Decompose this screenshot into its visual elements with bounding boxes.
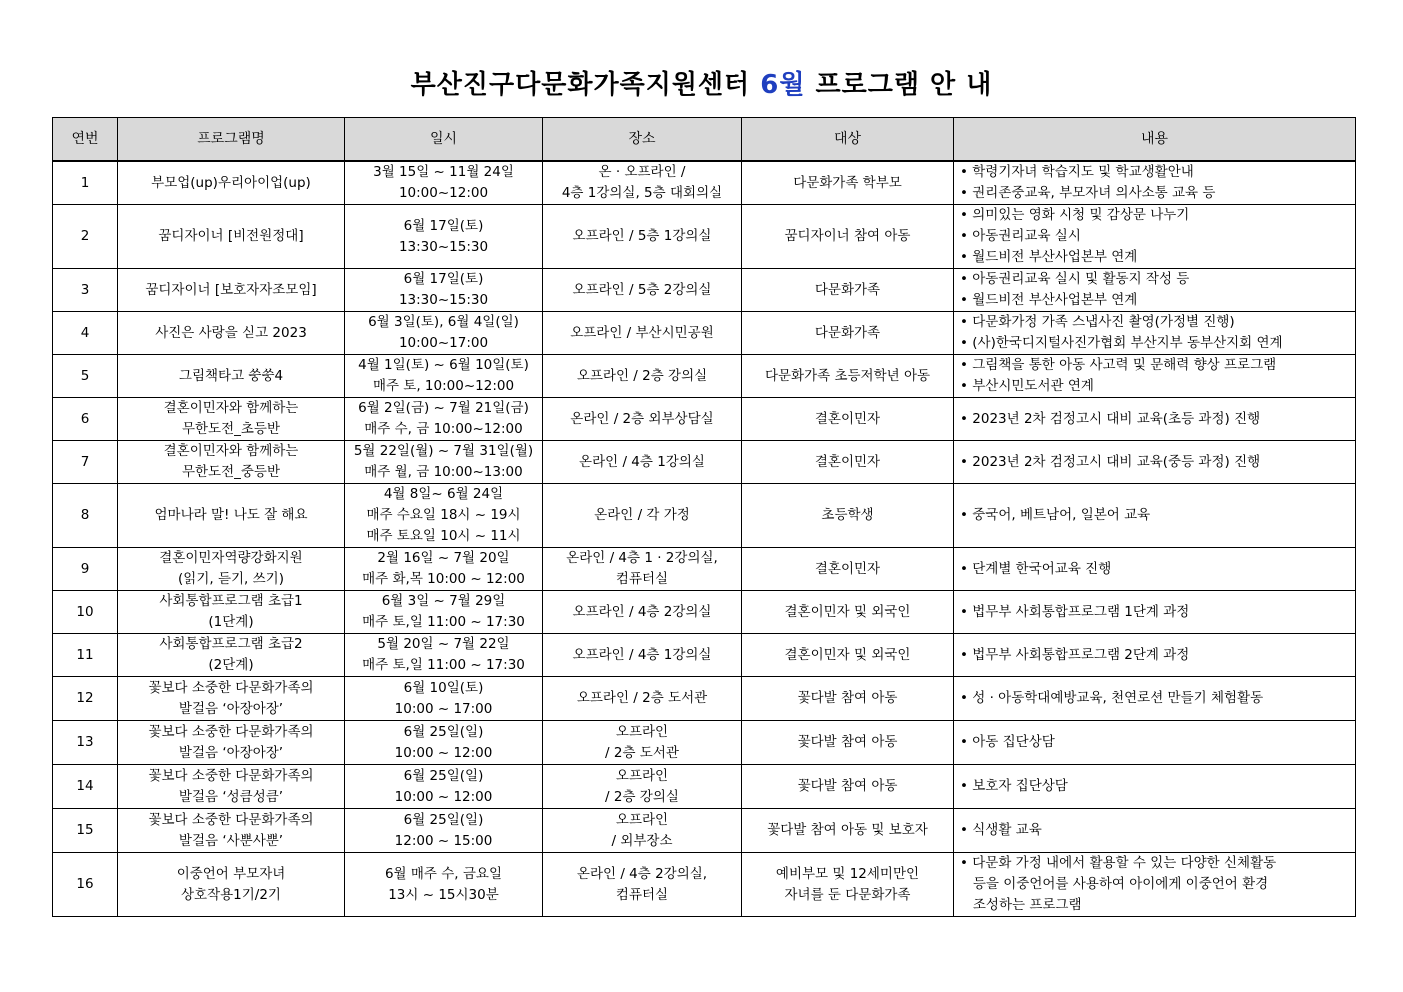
- cell-place-line: 오프라인 / 부산시민공원: [570, 324, 714, 341]
- cell-content: [954, 161, 1356, 205]
- cell-date-line: 6월 17일(토): [403, 271, 484, 287]
- cell-program-name: [118, 809, 345, 853]
- cell-program-name-line: 꽃보다 소중한 다문화가족의: [148, 679, 314, 696]
- cell-place: [543, 312, 742, 355]
- cell-date: [345, 548, 543, 591]
- table-body: [53, 161, 1356, 917]
- content-bullet: • 다문화가정 가족 스냅사진 촬영(가정별 진행): [960, 312, 1352, 333]
- cell-target-line: 결혼이민자 및 외국인: [784, 646, 911, 663]
- cell-program-name-line: (1단계): [208, 614, 254, 630]
- cell-program-name-line: 사회통합프로그램 초급2: [159, 636, 303, 652]
- content-bullet: • 성 · 아동학대예방교육, 천연로션 만들기 체험활동: [960, 688, 1352, 709]
- cell-date: [345, 677, 543, 721]
- cell-target-line: 결혼이민자: [814, 410, 881, 427]
- cell-target: [742, 441, 954, 484]
- cell-target: [742, 548, 954, 591]
- cell-date-line: 6월 2일(금) ~ 7월 21일(금): [358, 400, 529, 416]
- table-row: [53, 205, 1356, 269]
- cell-program-name-line: 발걸음 ‘아장아장’: [178, 744, 284, 761]
- cell-target: [742, 161, 954, 205]
- table-row: [53, 548, 1356, 591]
- cell-program-name-line: 발걸음 ‘사뿐사뿐’: [178, 832, 284, 849]
- cell-target-line: 다문화가족: [814, 281, 881, 298]
- cell-date-line: 6월 10일(토): [403, 679, 484, 696]
- cell-place-line: 온라인 / 4층 1강의실: [579, 453, 705, 470]
- cell-place-line: 4층 1강의실, 5층 대회의실: [561, 185, 723, 201]
- cell-target: [742, 677, 954, 721]
- cell-program-name-line: 결혼이민자역량강화지원: [159, 550, 303, 566]
- cell-program-name-line: 결혼이민자와 함께하는: [163, 400, 299, 416]
- cell-place-line: 온라인 / 2층 외부상담실: [570, 410, 714, 427]
- cell-program-name-line: (읽기, 듣기, 쓰기): [178, 571, 284, 587]
- cell-date-line: 매주 토요일 10시 ~ 11시: [366, 528, 521, 544]
- cell-place: [543, 809, 742, 853]
- content-bullet: • 법무부 사회통합프로그램 2단계 과정: [960, 645, 1352, 666]
- cell-program-name-line: 꿈디자이너 [비전원정대]: [158, 228, 304, 244]
- content-bullet: • 단계별 한국어교육 진행: [960, 559, 1352, 580]
- cell-date-line: 3월 15일 ~ 11월 24일: [373, 164, 514, 180]
- content-bullet: • 아동권리교육 실시 및 활동지 작성 등: [960, 269, 1352, 290]
- cell-date-line: 매주 토, 10:00~12:00: [372, 378, 515, 394]
- cell-content: [954, 484, 1356, 548]
- cell-date: [345, 721, 543, 765]
- cell-place: [543, 634, 742, 677]
- cell-no: 2: [53, 205, 118, 269]
- cell-place: [543, 853, 742, 917]
- cell-target-line: 꽃다발 참여 아동: [797, 778, 898, 794]
- cell-date: [345, 312, 543, 355]
- cell-target-line: 결혼이민자: [814, 560, 881, 577]
- cell-content: [954, 269, 1356, 312]
- cell-date-line: 매주 수요일 18시 ~ 19시: [366, 507, 521, 523]
- content-bullet: • 아동권리교육 실시: [960, 226, 1352, 247]
- cell-date: [345, 441, 543, 484]
- cell-program-name-line: (2단계): [208, 657, 254, 673]
- cell-target-line: 꽃다발 참여 아동 및 보호자: [767, 822, 928, 838]
- header-content: 내용: [954, 118, 1356, 162]
- cell-target: [742, 853, 954, 917]
- cell-date: [345, 161, 543, 205]
- cell-no: 3: [53, 269, 118, 312]
- cell-place: [543, 484, 742, 548]
- cell-program-name: [118, 398, 345, 441]
- cell-date-line: 매주 수, 금 10:00~12:00: [364, 421, 523, 437]
- table-row: [53, 721, 1356, 765]
- cell-target-line: 다문화가족 초등저학년 아동: [764, 367, 931, 384]
- cell-program-name-line: 상호작용1기/2기: [181, 886, 281, 903]
- cell-place-line: / 2층 도서관: [605, 744, 679, 761]
- content-bullet: • 법무부 사회통합프로그램 1단계 과정: [960, 602, 1352, 623]
- cell-date-line: 6월 3일 ~ 7월 29일: [381, 593, 506, 609]
- cell-date: [345, 205, 543, 269]
- table-row: [53, 355, 1356, 398]
- cell-content: [954, 853, 1356, 917]
- title-month: 6월: [760, 70, 806, 100]
- cell-content: [954, 205, 1356, 269]
- cell-program-name: [118, 677, 345, 721]
- cell-no: 7: [53, 441, 118, 484]
- table-row: [53, 853, 1356, 917]
- content-bullet: • 월드비전 부산사업본부 연계: [960, 290, 1352, 311]
- table-row: [53, 484, 1356, 548]
- cell-program-name-line: 부모업(up)우리아이업(up): [151, 174, 311, 191]
- cell-place-line: / 2층 강의실: [605, 788, 679, 805]
- table-row: [53, 441, 1356, 484]
- cell-no: 13: [53, 721, 118, 765]
- cell-place: [543, 205, 742, 269]
- table-header-row: [53, 118, 1356, 162]
- cell-content: [954, 398, 1356, 441]
- cell-date: [345, 591, 543, 634]
- cell-target: [742, 634, 954, 677]
- cell-place: [543, 721, 742, 765]
- cell-place: [543, 355, 742, 398]
- cell-place: [543, 161, 742, 205]
- cell-place-line: 오프라인 / 5층 2강의실: [572, 281, 712, 298]
- content-bullet: • 학령기자녀 학습지도 및 학교생활안내: [960, 162, 1352, 183]
- cell-no: 11: [53, 634, 118, 677]
- cell-program-name-line: 이중언어 부모자녀: [176, 865, 286, 882]
- cell-program-name: [118, 161, 345, 205]
- program-table: [52, 117, 1356, 917]
- cell-program-name: [118, 548, 345, 591]
- cell-target-line: 예비부모 및 12세미만인: [775, 865, 920, 882]
- cell-no: 14: [53, 765, 118, 809]
- cell-date: [345, 809, 543, 853]
- content-bullet: • 월드비전 부산사업본부 연계: [960, 247, 1352, 268]
- cell-target-line: 자녀를 둔 다문화가족: [784, 886, 911, 903]
- table-row: [53, 591, 1356, 634]
- cell-place-line: 온라인 / 각 가정: [594, 507, 690, 523]
- cell-date: [345, 398, 543, 441]
- table-row: [53, 398, 1356, 441]
- content-bullet: • 식생활 교육: [960, 820, 1352, 841]
- cell-target-line: 다문화가족 학부모: [793, 174, 902, 191]
- cell-content: [954, 355, 1356, 398]
- cell-program-name: [118, 205, 345, 269]
- cell-date-line: 6월 17일(토): [403, 217, 484, 234]
- cell-target: [742, 205, 954, 269]
- cell-content: [954, 765, 1356, 809]
- cell-no: 6: [53, 398, 118, 441]
- content-bullet: • 부산시민도서관 연계: [960, 376, 1352, 397]
- cell-date-line: 10:00~12:00: [398, 185, 489, 201]
- cell-target-line: 다문화가족: [814, 324, 881, 341]
- cell-place-line: 오프라인: [615, 767, 669, 784]
- cell-program-name: [118, 441, 345, 484]
- cell-program-name: [118, 591, 345, 634]
- cell-no: 10: [53, 591, 118, 634]
- cell-place: [543, 765, 742, 809]
- cell-date-line: 12:00 ~ 15:00: [394, 832, 493, 849]
- cell-program-name-line: 무한도전_초등반: [181, 421, 281, 437]
- cell-date-line: 6월 25일(일): [403, 811, 484, 828]
- table-row: [53, 677, 1356, 721]
- cell-program-name: [118, 355, 345, 398]
- cell-date-line: 13시 ~ 15시30분: [388, 886, 499, 903]
- cell-place-line: 컴퓨터실: [615, 571, 669, 587]
- cell-program-name-line: 꽃보다 소중한 다문화가족의: [148, 723, 314, 740]
- cell-date-line: 6월 25일(일): [403, 723, 484, 740]
- cell-program-name: [118, 721, 345, 765]
- content-bullet: • 그림책을 통한 아동 사고력 및 문해력 향상 프로그램: [960, 355, 1352, 376]
- cell-date-line: 매주 월, 금 10:00~13:00: [364, 464, 523, 480]
- cell-place-line: 오프라인 / 5층 1강의실: [572, 228, 712, 244]
- cell-date-line: 6월 3일(토), 6월 4일(일): [368, 314, 519, 330]
- cell-content: [954, 441, 1356, 484]
- cell-no: 16: [53, 853, 118, 917]
- table-row: [53, 634, 1356, 677]
- cell-program-name-line: 꽃보다 소중한 다문화가족의: [148, 811, 314, 828]
- cell-program-name-line: 무한도전_중등반: [181, 464, 281, 480]
- cell-no: 5: [53, 355, 118, 398]
- cell-date: [345, 634, 543, 677]
- cell-program-name: [118, 312, 345, 355]
- cell-place-line: 오프라인 / 2층 강의실: [576, 367, 708, 384]
- cell-program-name-line: 그림책타고 쑹쑹4: [178, 367, 284, 384]
- cell-place-line: 오프라인: [615, 723, 669, 740]
- table-row: [53, 312, 1356, 355]
- cell-no: 8: [53, 484, 118, 548]
- cell-date: [345, 765, 543, 809]
- cell-target-line: 꽃다발 참여 아동: [797, 734, 898, 750]
- cell-date-line: 10:00~17:00: [398, 335, 489, 351]
- cell-date-line: 매주 토,일 11:00 ~ 17:30: [362, 614, 525, 630]
- cell-content: [954, 677, 1356, 721]
- cell-date-line: 5월 22일(월) ~ 7월 31일(월): [353, 443, 534, 459]
- cell-date-line: 2월 16일 ~ 7월 20일: [377, 550, 510, 566]
- content-bullet: • 아동 집단상담: [960, 732, 1352, 753]
- cell-place-line: 오프라인 / 2층 도서관: [576, 690, 708, 706]
- content-bullet: 등을 이중언어를 사용하여 아이에게 이중언어 환경: [972, 876, 1269, 892]
- cell-no: 15: [53, 809, 118, 853]
- cell-place-line: 온라인 / 4층 1 · 2강의실,: [566, 550, 718, 566]
- cell-date-line: 10:00 ~ 17:00: [394, 700, 493, 717]
- content-bullet: • 2023년 2차 검정고시 대비 교육(초등 과정) 진행: [960, 409, 1352, 430]
- cell-place: [543, 269, 742, 312]
- cell-content: [954, 312, 1356, 355]
- cell-program-name-line: 사회통합프로그램 초급1: [159, 593, 303, 609]
- cell-place: [543, 677, 742, 721]
- cell-no: 4: [53, 312, 118, 355]
- content-bullet: • (사)한국디지털사진가협회 부산지부 동부산지회 연계: [960, 333, 1352, 354]
- cell-content: [954, 591, 1356, 634]
- cell-program-name-line: 꽃보다 소중한 다문화가족의: [148, 767, 314, 784]
- cell-target: [742, 312, 954, 355]
- cell-date-line: 4월 1일(토) ~ 6월 10일(토): [358, 357, 529, 373]
- content-bullet: • 권리존중교육, 부모자녀 의사소통 교육 등: [960, 183, 1352, 204]
- cell-target-line: 꽃다발 참여 아동: [797, 690, 898, 706]
- cell-date-line: 6월 매주 수, 금요일: [384, 865, 503, 882]
- header-target: 대상: [742, 118, 954, 162]
- cell-program-name-line: 발걸음 ‘성큼성큼’: [178, 788, 284, 805]
- cell-place-line: 컴퓨터실: [615, 886, 669, 903]
- cell-content: [954, 721, 1356, 765]
- cell-date-line: 10:00 ~ 12:00: [394, 744, 493, 761]
- cell-target: [742, 809, 954, 853]
- cell-place: [543, 441, 742, 484]
- cell-content: [954, 634, 1356, 677]
- cell-date-line: 매주 토,일 11:00 ~ 17:30: [362, 657, 525, 673]
- cell-place-line: 온라인 / 4층 2강의실,: [576, 865, 708, 882]
- cell-no: 1: [53, 161, 118, 205]
- cell-program-name: [118, 634, 345, 677]
- cell-place: [543, 591, 742, 634]
- table-row: [53, 765, 1356, 809]
- cell-date-line: 5월 20일 ~ 7월 22일: [377, 636, 510, 652]
- cell-program-name: [118, 269, 345, 312]
- title-suffix: 프로그램 안 내: [815, 70, 993, 100]
- content-bullet: 조성하는 프로그램: [972, 897, 1082, 913]
- page-title: [0, 64, 1403, 101]
- table-row: [53, 269, 1356, 312]
- cell-program-name-line: 사진은 사랑을 싣고 2023: [155, 324, 307, 341]
- cell-date: [345, 853, 543, 917]
- cell-target: [742, 398, 954, 441]
- cell-target: [742, 484, 954, 548]
- cell-date-line: 13:30~15:30: [398, 238, 489, 255]
- cell-date-line: 10:00 ~ 12:00: [394, 788, 493, 805]
- cell-date-line: 매주 화,목 10:00 ~ 12:00: [362, 571, 525, 587]
- cell-target-line: 결혼이민자: [814, 453, 881, 470]
- content-bullet: • 다문화 가정 내에서 활용할 수 있는 다양한 신체활동: [960, 853, 1352, 874]
- header-program-name: 프로그램명: [118, 118, 345, 162]
- title-prefix: 부산진구다문화가족지원센터: [410, 70, 751, 100]
- cell-place-line: / 외부장소: [611, 832, 673, 849]
- cell-date-line: 13:30~15:30: [398, 292, 489, 308]
- cell-content: [954, 548, 1356, 591]
- cell-program-name: [118, 853, 345, 917]
- cell-target: [742, 765, 954, 809]
- cell-target-line: 초등학생: [821, 507, 874, 523]
- cell-date: [345, 269, 543, 312]
- cell-place: [543, 548, 742, 591]
- cell-place: [543, 398, 742, 441]
- cell-target-line: 결혼이민자 및 외국인: [784, 603, 911, 620]
- cell-target: [742, 721, 954, 765]
- cell-date: [345, 484, 543, 548]
- cell-target: [742, 591, 954, 634]
- table-row: [53, 161, 1356, 205]
- content-bullet: • 중국어, 베트남어, 일본어 교육: [960, 505, 1352, 526]
- cell-target: [742, 269, 954, 312]
- cell-date-line: 4월 8일~ 6월 24일: [383, 486, 504, 502]
- cell-no: 12: [53, 677, 118, 721]
- cell-program-name: [118, 765, 345, 809]
- header-place: 장소: [543, 118, 742, 162]
- cell-program-name-line: 발걸음 ‘아장아장’: [178, 700, 284, 717]
- header-no: 연번: [53, 118, 118, 162]
- cell-program-name-line: 결혼이민자와 함께하는: [163, 443, 299, 459]
- table-row: [53, 809, 1356, 853]
- cell-program-name: [118, 484, 345, 548]
- cell-program-name-line: 꿈디자이너 [보호자자조모임]: [145, 281, 317, 298]
- cell-target-line: 꿈디자이너 참여 아동: [784, 228, 911, 244]
- cell-place-line: 오프라인: [615, 811, 669, 828]
- header-date: 일시: [345, 118, 543, 162]
- content-bullet: • 의미있는 영화 시청 및 감상문 나누기: [960, 205, 1352, 226]
- cell-date: [345, 355, 543, 398]
- cell-place-line: 오프라인 / 4층 1강의실: [572, 646, 712, 663]
- content-bullet: • 보호자 집단상담: [960, 776, 1352, 797]
- cell-no: 9: [53, 548, 118, 591]
- cell-place-line: 온 · 오프라인 /: [598, 164, 686, 180]
- content-bullet: • 2023년 2차 검정고시 대비 교육(중등 과정) 진행: [960, 452, 1352, 473]
- cell-place-line: 오프라인 / 4층 2강의실: [572, 603, 712, 620]
- cell-content: [954, 809, 1356, 853]
- cell-target: [742, 355, 954, 398]
- cell-date-line: 6월 25일(일): [403, 767, 484, 784]
- cell-program-name-line: 엄마나라 말! 나도 잘 해요: [154, 507, 308, 523]
